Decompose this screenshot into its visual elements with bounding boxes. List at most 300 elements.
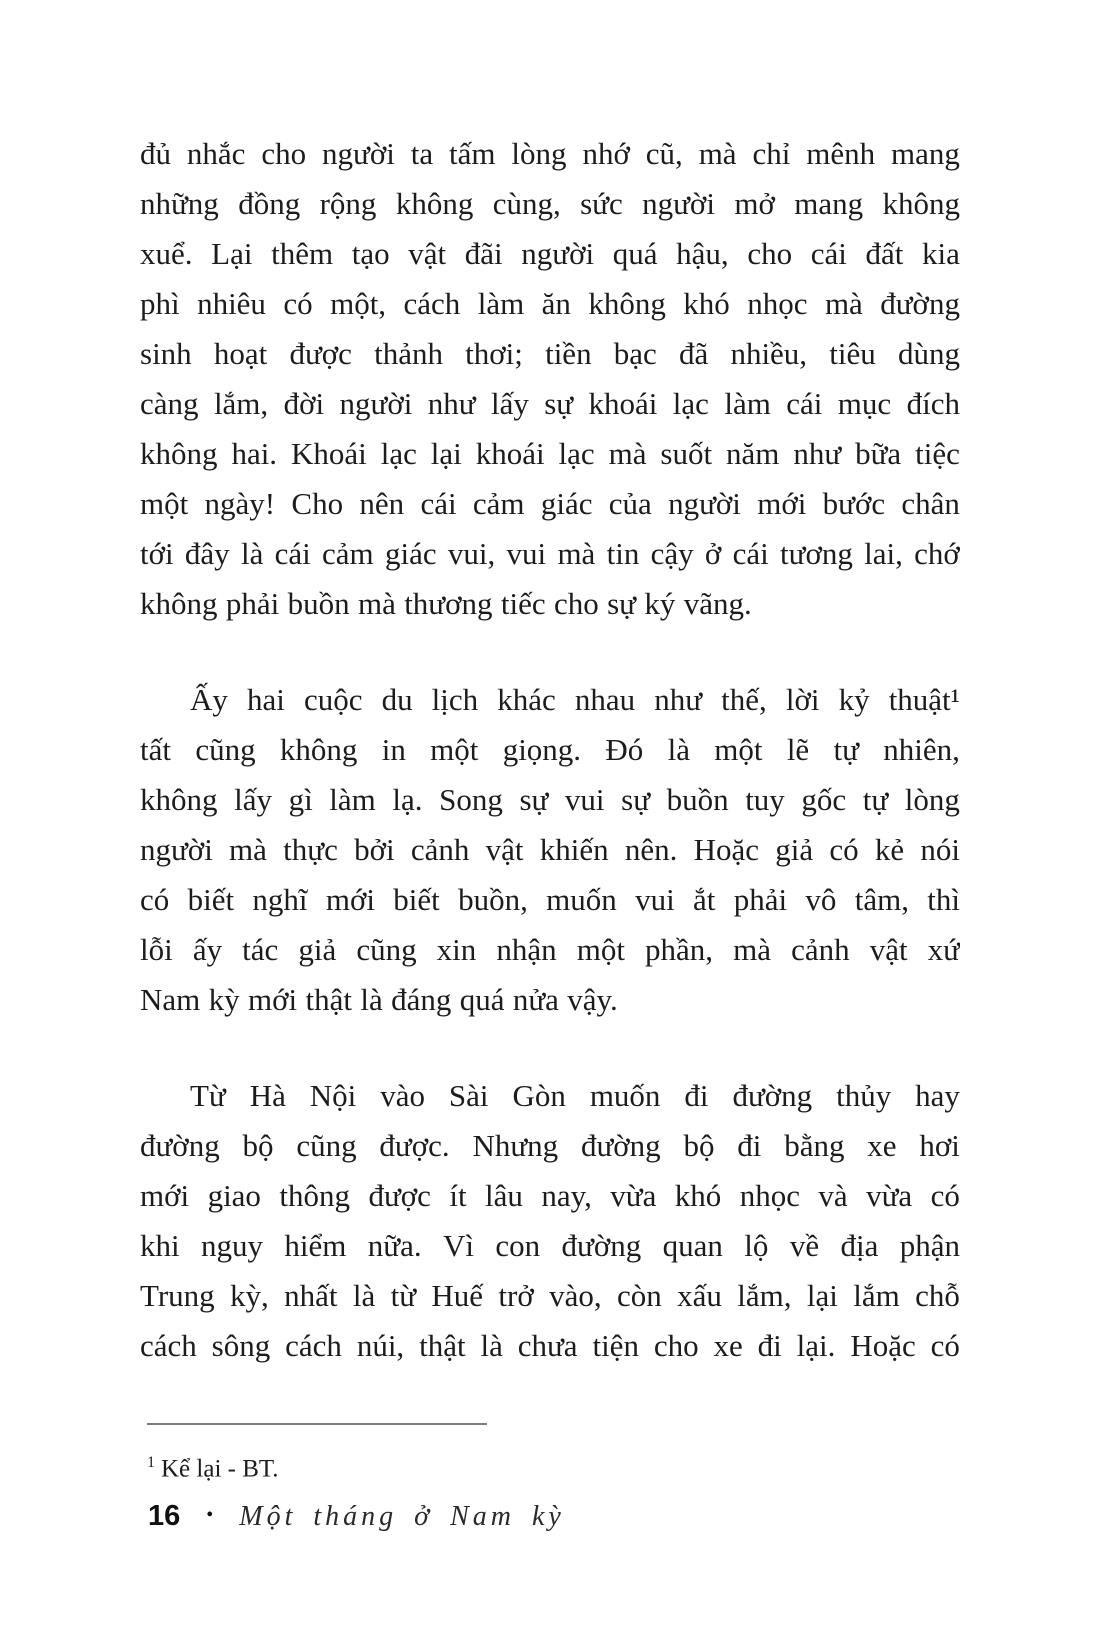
word: là: [667, 732, 690, 767]
word: tất: [140, 732, 171, 767]
word: đường: [880, 286, 960, 321]
word: khác: [497, 682, 556, 717]
word: thì: [927, 882, 960, 917]
text-line: [140, 1118, 960, 1168]
text-line: [140, 672, 960, 722]
word: mở: [734, 186, 775, 221]
word: giả: [775, 832, 814, 867]
word: đường: [140, 1128, 220, 1163]
word: khiến: [539, 832, 609, 867]
word: Song: [439, 782, 503, 817]
text-line: [140, 276, 960, 326]
word: còn: [616, 1278, 662, 1313]
word: mà: [557, 536, 596, 571]
word: tiêu: [829, 336, 876, 371]
word: lịch: [431, 682, 479, 717]
word: bữa: [855, 436, 902, 471]
word: Nam: [140, 982, 201, 1017]
word: bằng: [784, 1128, 845, 1163]
word: Nội: [309, 1078, 357, 1113]
footnote-divider: [147, 1423, 487, 1425]
word: nghĩ: [252, 882, 308, 917]
word: nên: [359, 486, 405, 521]
word: có: [829, 832, 859, 867]
word: bộ: [683, 1128, 715, 1163]
word: và: [818, 1178, 848, 1213]
word: mới: [325, 882, 375, 917]
word: đường: [580, 1128, 661, 1163]
word: nhớ: [582, 136, 630, 171]
word: cảnh: [410, 832, 470, 867]
text-line: [140, 772, 960, 822]
word: như: [427, 386, 476, 421]
word: cũ,: [645, 136, 683, 171]
word: cho: [553, 586, 599, 621]
word: nửa: [512, 982, 559, 1017]
word: vui: [564, 782, 605, 817]
word: mang: [794, 186, 864, 221]
word: chân: [901, 486, 960, 521]
word: về: [789, 1228, 820, 1263]
text-line: [140, 822, 960, 872]
word: thực: [283, 832, 338, 867]
word: lắm,: [213, 386, 269, 421]
text-line: [140, 476, 960, 526]
footnote: [147, 1446, 279, 1486]
word: nói: [920, 832, 960, 867]
text-line: [140, 226, 960, 276]
word: vào,: [549, 1278, 602, 1313]
word: hai.: [231, 436, 278, 471]
word: cùng,: [492, 186, 561, 221]
word: cậy: [650, 536, 694, 571]
word: những: [140, 186, 219, 221]
word: cũng: [195, 732, 256, 767]
word: hậu,: [676, 236, 729, 271]
text-line: [140, 176, 960, 226]
word: chỗ: [915, 1278, 960, 1313]
word: xấu: [677, 1278, 722, 1313]
word: đi: [757, 1328, 782, 1363]
word: lộ: [744, 1228, 769, 1263]
word: nên.: [624, 832, 678, 867]
word: lai,: [864, 536, 903, 571]
text-line: [140, 1268, 960, 1318]
word: thảnh: [374, 336, 443, 371]
word: bước: [822, 486, 886, 521]
word: tấm: [449, 136, 496, 171]
footnote-text: Kể lại - BT.: [161, 1455, 279, 1483]
word: vật: [869, 932, 908, 967]
word: một,: [330, 286, 387, 321]
word: phận: [899, 1228, 960, 1263]
body-text: [140, 126, 960, 1368]
word: sự: [621, 782, 650, 817]
word: Huế: [431, 1278, 484, 1313]
word: đời: [283, 386, 325, 421]
footnote-marker: 1: [147, 1454, 155, 1471]
running-title: Một tháng ở Nam kỳ: [239, 1500, 565, 1532]
word: lạc: [558, 436, 595, 471]
word: khó: [683, 286, 730, 321]
word: nay,: [541, 1178, 592, 1213]
word: người: [668, 486, 741, 521]
word: cho: [261, 136, 307, 171]
word: Khoái: [291, 436, 367, 471]
word: một: [576, 932, 625, 967]
word: lâu: [485, 1178, 523, 1213]
word: tác: [242, 932, 279, 967]
word: lại: [806, 1278, 838, 1313]
word: phần,: [645, 932, 714, 967]
word: đi: [684, 1078, 709, 1113]
word: kia: [922, 236, 960, 271]
word: quá: [459, 982, 505, 1017]
word: vui,: [447, 536, 496, 571]
word: biết: [393, 882, 440, 917]
word: vật: [408, 236, 447, 271]
word: ấy: [192, 932, 223, 967]
word: lại.: [796, 1328, 836, 1363]
word: người: [521, 236, 595, 271]
word: hai: [246, 682, 285, 717]
word: vào: [380, 1078, 425, 1113]
word: có: [140, 882, 170, 917]
word: đây: [184, 536, 230, 571]
word: cho: [747, 236, 793, 271]
word: mới: [247, 982, 298, 1017]
word: xin: [436, 932, 477, 967]
word: làm: [329, 782, 376, 817]
word: xe: [867, 1128, 897, 1163]
text-line: [140, 1168, 960, 1218]
word: nhiều,: [730, 336, 808, 371]
word: con: [495, 1228, 541, 1263]
word: sinh: [140, 336, 192, 371]
word: là: [352, 1278, 376, 1313]
word: đất: [865, 236, 904, 271]
text-line: [140, 126, 960, 176]
word: in: [381, 732, 406, 767]
word: Đó: [605, 732, 644, 767]
word: Gòn: [512, 1078, 566, 1113]
word: rộng: [319, 186, 377, 221]
word: cũng: [296, 1128, 357, 1163]
word: như: [793, 436, 842, 471]
word: cách: [403, 286, 461, 321]
word: nhọc: [739, 1178, 800, 1213]
word: nhiên,: [883, 732, 960, 767]
word: tự: [833, 732, 859, 767]
word: cảnh: [791, 932, 850, 967]
word: kỳ,: [230, 1278, 269, 1313]
paragraph: [140, 126, 960, 626]
word: Trung: [140, 1278, 215, 1313]
word: Hoặc: [850, 1328, 916, 1363]
word: người: [140, 832, 213, 867]
word: làm: [724, 386, 771, 421]
word: bạc: [613, 336, 657, 371]
word: tiện: [592, 1328, 639, 1363]
word: tạo: [351, 236, 390, 271]
word: một: [140, 486, 189, 521]
word: vật: [485, 832, 524, 867]
word: trở: [498, 1278, 534, 1313]
word: mới: [757, 486, 807, 521]
word: Cho: [291, 486, 344, 521]
word: nhắc: [186, 136, 246, 171]
word: sự: [607, 586, 636, 621]
word: sự: [544, 386, 574, 421]
word: mà: [357, 586, 396, 621]
word: cảm: [472, 486, 525, 521]
word: đáng: [391, 982, 452, 1017]
word: đãi: [464, 236, 503, 271]
word: chưa: [517, 1328, 578, 1363]
word: quá: [612, 236, 658, 271]
word: nhau: [574, 682, 636, 717]
word: thêm: [271, 236, 334, 271]
word: phải: [225, 586, 280, 621]
word: hay: [915, 1078, 960, 1113]
word: lắm,: [737, 1278, 792, 1313]
word: đường: [732, 1078, 813, 1113]
word: giác: [384, 536, 437, 571]
word: có: [930, 1328, 960, 1363]
word: cái: [274, 536, 311, 571]
word: mênh: [806, 136, 876, 171]
word: một: [714, 732, 763, 767]
word: không: [279, 732, 358, 767]
word: cách: [285, 1328, 342, 1363]
word: ở: [704, 536, 722, 571]
word: không: [140, 782, 218, 817]
word: hoạt: [213, 336, 268, 371]
word: ký: [644, 586, 676, 621]
word: người: [339, 386, 413, 421]
word: mới: [140, 1178, 190, 1213]
word: là: [360, 982, 383, 1017]
word: gốc: [801, 782, 847, 817]
text-line: [140, 576, 960, 626]
word: ít: [449, 1178, 467, 1213]
word: giả: [298, 932, 337, 967]
word: núi,: [356, 1328, 405, 1363]
word: vui: [635, 882, 675, 917]
word: xe: [713, 1328, 743, 1363]
word: Nhưng: [472, 1128, 559, 1163]
word: buồn: [666, 782, 729, 817]
word: ắt: [693, 882, 716, 917]
word: tiệc: [915, 436, 960, 471]
word: giọng.: [502, 732, 582, 767]
text-line: [140, 722, 960, 772]
word: chỉ: [752, 136, 791, 171]
word: suốt: [660, 436, 713, 471]
text-line: [140, 1318, 960, 1368]
word: người: [322, 136, 395, 171]
word: thật: [419, 1328, 466, 1363]
word: tiếc: [500, 586, 546, 621]
word: biết: [187, 882, 235, 917]
word: vãng.: [683, 586, 752, 621]
word: đã: [678, 336, 709, 371]
paragraph: [140, 672, 960, 1022]
word: có: [930, 1178, 960, 1213]
word: đi: [737, 1128, 762, 1163]
word: mục: [837, 386, 892, 421]
word: chớ: [914, 536, 960, 571]
text-line: [140, 972, 960, 1022]
word: lạ.: [392, 782, 423, 817]
word: ngày!: [204, 486, 276, 521]
word: khi: [140, 1228, 180, 1263]
text-line: [140, 922, 960, 972]
word: Hà: [249, 1078, 286, 1113]
word: không: [140, 586, 218, 621]
word: cảm: [322, 536, 374, 571]
word: không: [882, 186, 960, 221]
word: lấy: [234, 782, 272, 817]
word: xuể.: [140, 236, 193, 271]
text-line: [140, 426, 960, 476]
word: đường: [561, 1228, 642, 1263]
word: thuật¹: [888, 682, 960, 717]
word: khoái: [475, 436, 545, 471]
text-line: [140, 526, 960, 576]
word: lời: [785, 682, 820, 717]
word: được: [368, 1178, 431, 1213]
bullet-separator-icon: •: [206, 1503, 214, 1526]
text-line: [140, 326, 960, 376]
word: tâm,: [854, 882, 909, 917]
word: kẻ: [874, 832, 905, 867]
word: mang: [891, 136, 960, 171]
word: cái: [810, 236, 847, 271]
word: hơi: [919, 1128, 960, 1163]
word: khó: [674, 1178, 722, 1213]
word: buồn: [287, 586, 350, 621]
page-number: 16: [148, 1500, 181, 1532]
word: cách: [140, 1328, 197, 1363]
word: cuộc: [303, 682, 363, 717]
word: được: [289, 336, 352, 371]
word: cũng: [356, 932, 417, 967]
word: mà: [698, 136, 737, 171]
word: kỳ: [208, 982, 240, 1017]
word: ăn: [541, 286, 571, 321]
word: mà: [733, 932, 771, 967]
word: cái: [420, 486, 457, 521]
word: du: [381, 682, 413, 717]
word: tương: [780, 536, 853, 571]
word: vô: [805, 882, 837, 917]
word: thông: [279, 1178, 350, 1213]
word: muốn: [589, 1078, 661, 1113]
word: mà: [608, 436, 647, 471]
word: thơi;: [465, 336, 523, 371]
word: thế,: [721, 682, 767, 717]
word: tiền: [545, 336, 592, 371]
word: khoái: [588, 386, 658, 421]
word: có: [283, 286, 313, 321]
word: quan: [662, 1228, 723, 1263]
word: mà: [824, 286, 863, 321]
word: lại: [430, 436, 462, 471]
word: lạc: [672, 386, 709, 421]
word: càng: [140, 386, 199, 421]
word: một: [430, 732, 479, 767]
word: đủ: [140, 136, 171, 171]
word: buồn,: [458, 882, 528, 917]
word: nữa.: [367, 1228, 422, 1263]
word: nhọc: [747, 286, 808, 321]
word: giao: [207, 1178, 261, 1213]
word: vui: [506, 536, 547, 571]
text-line: [140, 872, 960, 922]
word: đồng: [238, 186, 301, 221]
word: sông: [211, 1328, 271, 1363]
word: mà: [229, 832, 267, 867]
word: Ấy: [190, 682, 228, 717]
text-line: [140, 1218, 960, 1268]
word: sự: [519, 782, 549, 817]
word: cái: [732, 536, 769, 571]
text-line: [140, 1068, 960, 1118]
word: Hoặc: [693, 832, 759, 867]
word: kỷ: [838, 682, 870, 717]
word: lòng: [511, 136, 567, 171]
word: vừa: [866, 1178, 913, 1213]
word: dùng: [897, 336, 960, 371]
word: lắm: [853, 1278, 900, 1313]
word: phải: [733, 882, 788, 917]
word: lỗi: [140, 932, 173, 967]
word: gì: [288, 782, 313, 817]
word: đích: [906, 386, 960, 421]
word: địa: [840, 1228, 879, 1263]
word: lẽ: [786, 732, 810, 767]
word: tin: [606, 536, 640, 571]
word: người: [642, 186, 715, 221]
word: sức: [580, 186, 623, 221]
text-line: [140, 376, 960, 426]
word: nhận: [496, 932, 557, 967]
word: tuy: [745, 782, 785, 817]
word: thật: [305, 982, 352, 1017]
word: cái: [786, 386, 823, 421]
word: nguy: [201, 1228, 264, 1263]
word: Sài: [448, 1078, 489, 1113]
word: Lại: [211, 236, 253, 271]
word: bộ: [242, 1128, 274, 1163]
word: như: [654, 682, 703, 717]
word: tới: [140, 536, 174, 571]
word: ta: [410, 136, 434, 171]
word: lấy: [490, 386, 529, 421]
word: muốn: [546, 882, 617, 917]
page-footer: [148, 1500, 565, 1533]
paragraph: [140, 1068, 960, 1368]
word: hiểm: [284, 1228, 347, 1263]
word: là: [240, 536, 264, 571]
word: cho: [653, 1328, 699, 1363]
word: không: [395, 186, 474, 221]
word: Từ: [190, 1078, 226, 1113]
word: vừa: [610, 1178, 657, 1213]
word: xứ: [927, 932, 960, 967]
word: vậy.: [567, 982, 618, 1017]
